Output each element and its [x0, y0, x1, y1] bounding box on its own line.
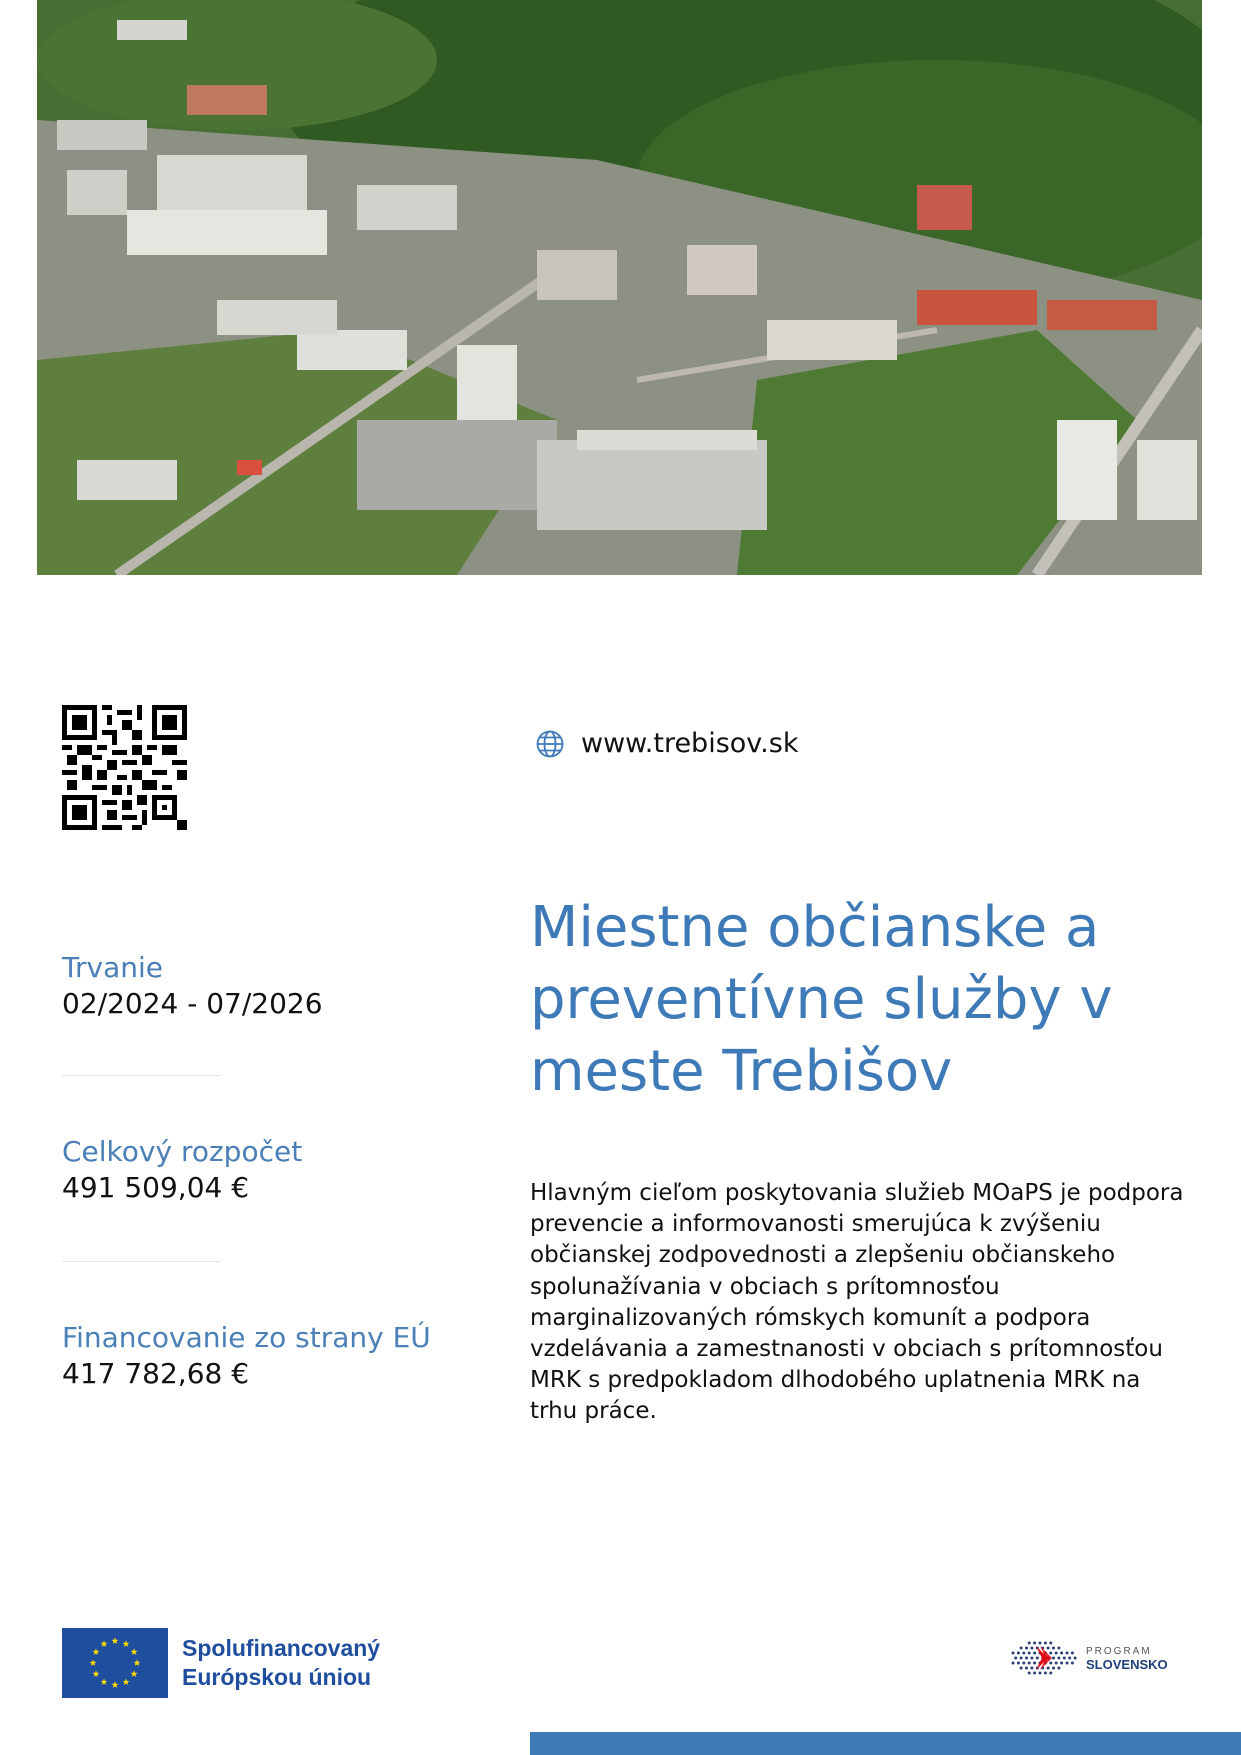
program-name: SLOVENSKO — [1086, 1657, 1168, 1672]
logo-dot — [1039, 1672, 1042, 1675]
logo-dot — [1028, 1662, 1031, 1665]
eu-star — [112, 1681, 119, 1688]
logo-dot — [1057, 1667, 1060, 1670]
project-title: Miestne občianske a preventívne služby v meste Trebišov — [530, 895, 1113, 1104]
info-label: Trvanie — [62, 951, 163, 984]
info-label: Celkový rozpočet — [62, 1135, 303, 1168]
logo-dot — [1025, 1667, 1028, 1670]
logo-dot — [1033, 1672, 1036, 1675]
eu-line-1: Spolufinancovaný — [182, 1635, 381, 1661]
eu-cofunded-text — [182, 1634, 380, 1692]
eu-star — [93, 1670, 100, 1677]
logo-dot — [1044, 1642, 1047, 1645]
hero-aerial-photo — [37, 0, 1202, 575]
logo-dot — [1071, 1652, 1074, 1655]
logo-dot — [1039, 1642, 1042, 1645]
logo-dot — [1028, 1672, 1031, 1675]
logo-dot — [1012, 1652, 1015, 1655]
eu-star — [90, 1659, 97, 1666]
globe-icon — [535, 729, 565, 759]
logo-dot — [1047, 1647, 1050, 1650]
info-label: Financovanie zo strany EÚ — [62, 1321, 431, 1354]
logo-dot — [1030, 1647, 1033, 1650]
program-label: PROGRAM — [1086, 1646, 1152, 1657]
program-slovensko-icon — [1010, 1640, 1080, 1676]
program-slovensko-logo — [1010, 1640, 1168, 1676]
logo-dot — [1057, 1647, 1060, 1650]
info-total-budget — [62, 1134, 462, 1206]
eu-line-2: Európskou úniou — [182, 1664, 372, 1690]
logo-dot — [1036, 1657, 1039, 1660]
logo-dot — [1060, 1652, 1063, 1655]
program-text — [1086, 1645, 1168, 1671]
logo-dot — [1020, 1657, 1023, 1660]
logo-dot — [1060, 1662, 1063, 1665]
divider — [62, 1261, 220, 1262]
aerial-city-illustration — [37, 0, 1202, 575]
logo-dot — [1052, 1647, 1055, 1650]
logo-dot — [1049, 1642, 1052, 1645]
logo-dot — [1049, 1652, 1052, 1655]
logo-dot — [1033, 1652, 1036, 1655]
divider — [62, 1075, 220, 1076]
eu-flag-icon — [62, 1628, 168, 1698]
logo-dot — [1066, 1662, 1069, 1665]
logo-dot — [1017, 1662, 1020, 1665]
logo-dot — [1057, 1657, 1060, 1660]
logo-dot — [1012, 1662, 1015, 1665]
bottom-accent-bar — [530, 1732, 1241, 1755]
logo-dot — [1044, 1672, 1047, 1675]
eu-star — [112, 1637, 119, 1644]
info-eu-funding — [62, 1320, 462, 1392]
logo-dot — [1033, 1642, 1036, 1645]
logo-dot — [1055, 1662, 1058, 1665]
eu-star — [123, 1640, 130, 1647]
logo-dot — [1066, 1652, 1069, 1655]
logo-dot — [1020, 1667, 1023, 1670]
eu-star — [101, 1640, 108, 1647]
logo-dot — [1014, 1657, 1017, 1660]
eu-star — [123, 1678, 130, 1685]
logo-dot — [1074, 1657, 1077, 1660]
eu-cofunded-logo — [62, 1628, 380, 1698]
logo-dot — [1017, 1652, 1020, 1655]
logo-dot — [1033, 1662, 1036, 1665]
info-value: 491 509,04 € — [62, 1171, 250, 1204]
logo-dot — [1030, 1667, 1033, 1670]
eu-star — [131, 1648, 138, 1655]
logo-dot — [1030, 1657, 1033, 1660]
website-url[interactable]: www.trebisov.sk — [581, 728, 799, 759]
logo-dot — [1025, 1647, 1028, 1650]
logo-dot — [1047, 1667, 1050, 1670]
project-description: Hlavným cieľom poskytovania služieb MOaPS je podpora prevencie a informovanosti smerujúca k zvýšeniu občianskej zodpovednosti a zlepšeniu občianskeho spolunažívania v obciach s prítomnosťou marginalizovaných rómskych komunít a podpora vzdelávania a zamestnanosti v obciach s prítomnosťou MRK s predpokladom dlhodobého uplatnenia MRK na trhu práce. — [530, 1180, 1184, 1425]
eu-star — [134, 1659, 141, 1666]
logo-dot — [1022, 1652, 1025, 1655]
eu-star — [101, 1678, 108, 1685]
logo-dot — [1028, 1642, 1031, 1645]
info-value: 417 782,68 € — [62, 1357, 250, 1390]
logo-dot — [1052, 1667, 1055, 1670]
info-duration — [62, 950, 462, 1022]
logo-dot — [1068, 1657, 1071, 1660]
logo-dot — [1020, 1647, 1023, 1650]
info-value: 02/2024 - 07/2026 — [62, 987, 323, 1020]
logo-dot — [1028, 1652, 1031, 1655]
eu-star — [131, 1670, 138, 1677]
logo-dot — [1052, 1657, 1055, 1660]
qr-code-icon — [62, 705, 187, 830]
website-link[interactable] — [535, 728, 798, 759]
logo-dot — [1022, 1662, 1025, 1665]
logo-dot — [1025, 1657, 1028, 1660]
logo-dot — [1055, 1652, 1058, 1655]
logo-dot — [1049, 1672, 1052, 1675]
logo-dot — [1071, 1662, 1074, 1665]
logo-dot — [1063, 1657, 1066, 1660]
eu-star — [93, 1648, 100, 1655]
logo-dot — [1049, 1662, 1052, 1665]
